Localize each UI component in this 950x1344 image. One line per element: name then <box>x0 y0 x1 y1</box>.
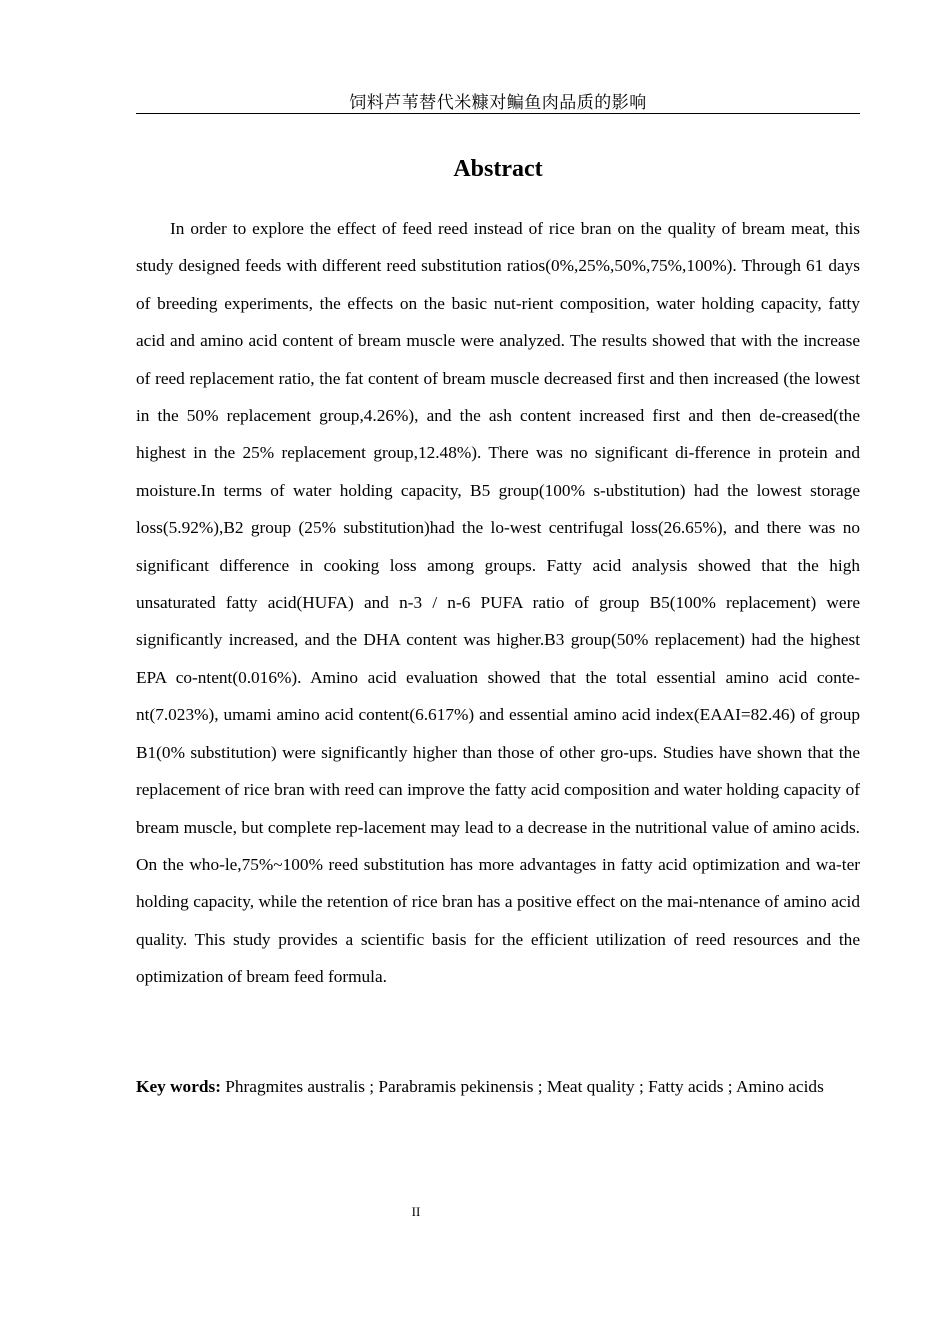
page-number: II <box>411 1204 421 1219</box>
running-header: 饲料芦苇替代米糠对鳊鱼肉品质的影响 <box>136 93 860 114</box>
abstract-heading: Abstract <box>453 156 543 182</box>
abstract-paragraph: In order to explore the effect of feed reed instead of rice bran on the quality of bream meat, this study designed feeds with different reed substitution ratios(0%,25%,50%,75%,100%). Through 61 days of breeding experiments, the effects on the basic nut-rient composition, water holding capacity, fatty acid and amino acid content of bream muscle were analyzed. The results showed that with the increase of reed replacement ratio, the fat content of bream muscle decreased first and then increased (the lowest in the 50% replacement group,4.26%), and the ash content increased first and then de-creased(the highest in the 25% replacement group,12.48%). There was no significant di-fference in protein and moisture.In terms of water holding capacity, B5 group(100% s-ubstitution) had the lowest storage loss(5.92%),B2 group (25% substitution)had the lo-west centrifugal loss(26.65%), and there was no significant difference in cooking loss among groups. Fatty acid analysis showed that the high unsaturated fatty acid(HUFA) and n-3 / n-6 PUFA ratio of group B5(100% replacement) were significantly increased, and the DHA content was higher.B3 group(50% replacement) had the highest EPA co-ntent(0.016%). Amino acid evaluation showed that the total essential amino acid conte-nt(7.023%), umami amino acid content(6.617%) and essential amino acid index(EAAI=82.46) of group B1(0% substitution) were significantly higher than those of other gro-ups. Studies have shown that the replacement of rice bran with reed can improve the fatty acid composition and water holding capacity of bream muscle, but complete rep-lacement may lead to a decrease in the nutritional value of amino acids. On the who-le,75%~100% reed substitution has more advantages in fatty acid optimization and wa-ter holding capacity, while the retention of rice bran has a positive effect on the mai-ntenance of amino acid quality. This study provides a scientific basis for the efficient utilization of reed resources and the optimization of bream feed formula. <box>136 219 860 987</box>
keywords-line <box>136 1068 860 1105</box>
keywords-text: Phragmites australis ; Parabramis pekinensis ; Meat quality ; Fatty acids ; Amino acids <box>220 1077 824 1096</box>
keywords-label: Key words: <box>136 1077 221 1096</box>
